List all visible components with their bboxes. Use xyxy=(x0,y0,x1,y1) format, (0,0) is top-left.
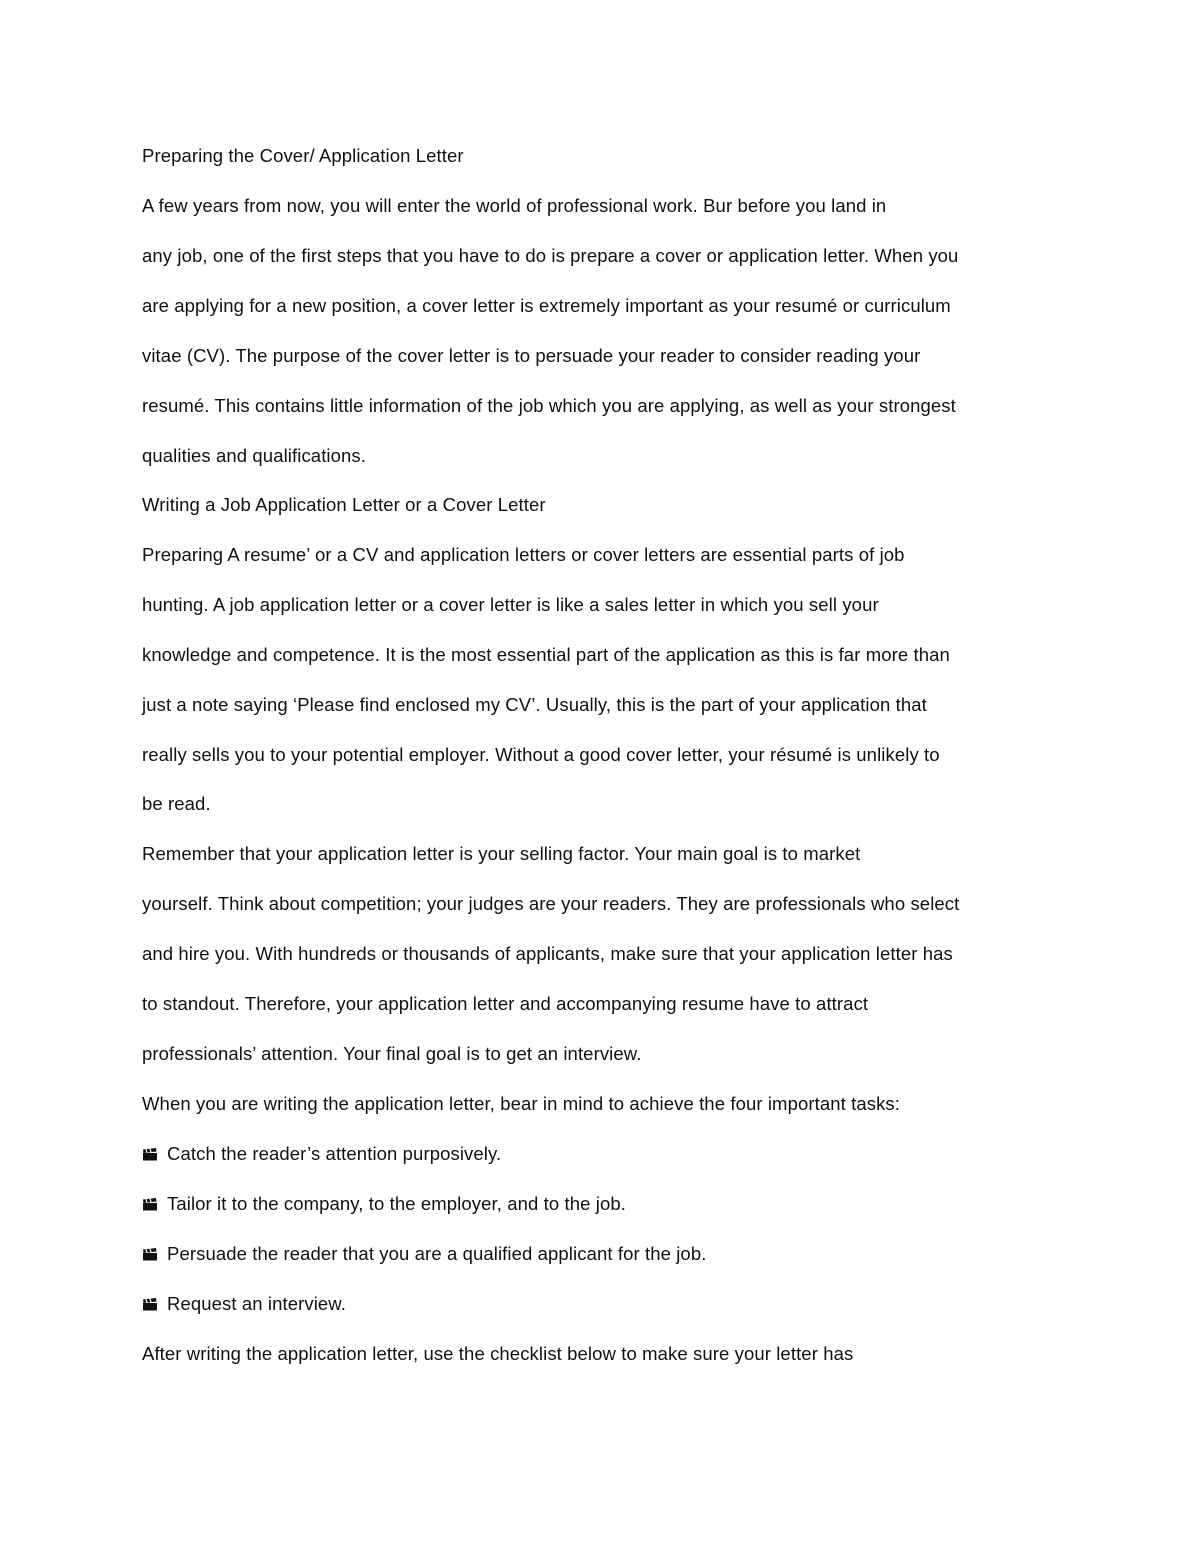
paragraph-1-line-2: any job, one of the first steps that you have to do is prepare a cover or application letter. When you xyxy=(142,245,959,266)
paragraph-1-line-4: vitae (CV). The purpose of the cover letter is to persuade your reader to consider reading your xyxy=(142,345,921,366)
document-subheading: Writing a Job Application Letter or a Cover Letter xyxy=(142,494,546,515)
paragraph-1-line-3: are applying for a new position, a cover letter is extremely important as your resumé or curriculum xyxy=(142,295,951,316)
paragraph-1-line-6: qualities and qualifications. xyxy=(142,445,367,466)
closing-line: After writing the application letter, use the checklist below to make sure your letter has xyxy=(142,1343,854,1364)
clapperboard-icon xyxy=(142,1198,158,1211)
clapperboard-icon xyxy=(142,1298,158,1311)
paragraph-2-line-6: be read. xyxy=(142,793,211,814)
document-heading: Preparing the Cover/ Application Letter xyxy=(142,145,464,166)
task-text: Persuade the reader that you are a qualified applicant for the job. xyxy=(167,1243,707,1264)
task-text: Request an interview. xyxy=(167,1293,346,1314)
paragraph-3-line-1: Remember that your application letter is your selling factor. Your main goal is to market xyxy=(142,843,861,864)
task-list-item xyxy=(142,1142,501,1166)
clapperboard-icon xyxy=(142,1248,158,1261)
task-list-item xyxy=(142,1192,626,1216)
paragraph-2-line-2: hunting. A job application letter or a cover letter is like a sales letter in which you sell your xyxy=(142,594,879,615)
task-list-item xyxy=(142,1292,346,1316)
paragraph-1-line-1: A few years from now, you will enter the world of professional work. Bur before you land in xyxy=(142,195,887,216)
paragraph-3-line-4: to standout. Therefore, your application letter and accompanying resume have to attract xyxy=(142,993,869,1014)
clapperboard-icon xyxy=(142,1148,158,1161)
task-list-item xyxy=(142,1242,706,1266)
tasks-intro: When you are writing the application letter, bear in mind to achieve the four important tasks: xyxy=(142,1093,901,1114)
paragraph-2-line-4: just a note saying ‘Please find enclosed my CV’. Usually, this is the part of your application that xyxy=(142,694,927,715)
paragraph-3-line-2: yourself. Think about competition; your judges are your readers. They are professionals who select xyxy=(142,893,960,914)
paragraph-3-line-5: professionals’ attention. Your final goal is to get an interview. xyxy=(142,1043,642,1064)
paragraph-2-line-1: Preparing A resume’ or a CV and application letters or cover letters are essential parts of job xyxy=(142,544,905,565)
paragraph-1-line-5: resumé. This contains little information of the job which you are applying, as well as your strongest xyxy=(142,395,956,416)
task-text: Tailor it to the company, to the employer, and to the job. xyxy=(167,1193,626,1214)
paragraph-2-line-5: really sells you to your potential employer. Without a good cover letter, your résumé is unlikely to xyxy=(142,744,940,765)
paragraph-2-line-3: knowledge and competence. It is the most essential part of the application as this is far more than xyxy=(142,644,950,665)
paragraph-3-line-3: and hire you. With hundreds or thousands of applicants, make sure that your application letter has xyxy=(142,943,953,964)
task-text: Catch the reader’s attention purposively. xyxy=(167,1143,502,1164)
